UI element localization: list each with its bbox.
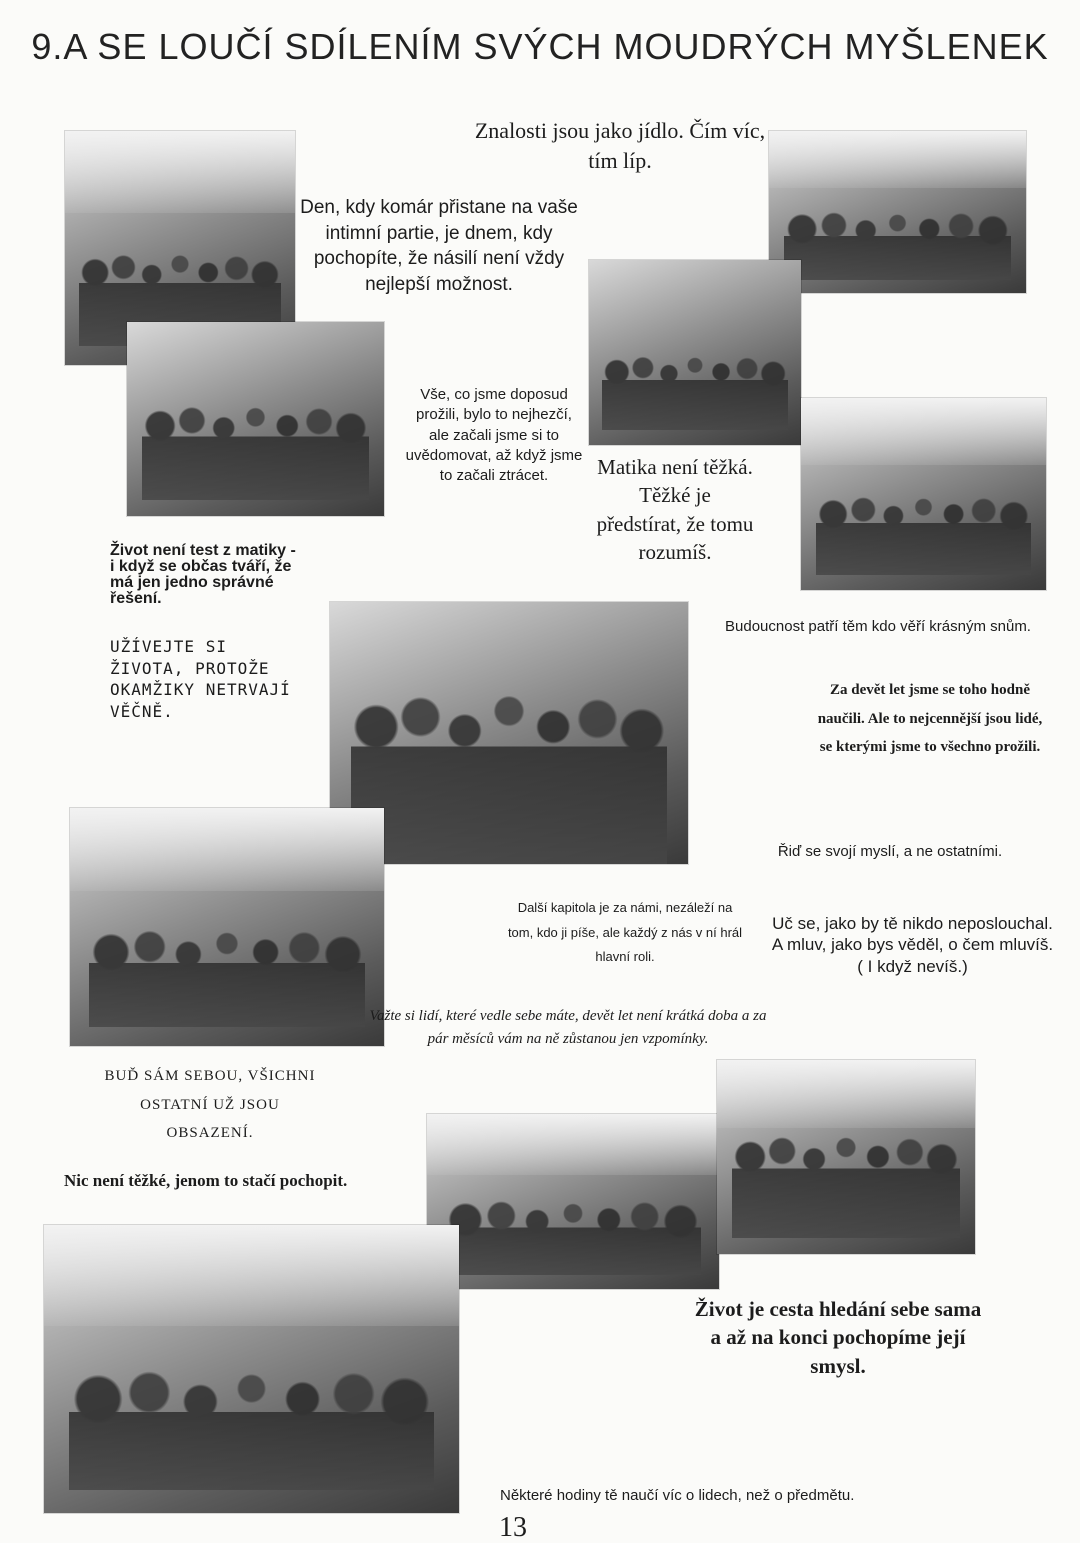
quote-lessons: Některé hodiny tě naučí víc o lidech, než o předmětu.	[500, 1487, 855, 1504]
quote-nothing-hard: Nic není těžké, jenom to stačí pochopit.	[64, 1171, 348, 1190]
photo-hill-group	[427, 1114, 719, 1289]
quote-own-mind: Řiď se svojí myslí, a ne ostatními.	[777, 843, 1003, 860]
quote-life-test: Život není test z matiky - i když se občas tváří, že má jen jedno správné řešení.	[110, 542, 296, 607]
quote-life-journey: Život je cesta hledání sebe sama a až na konci pochopíme její smysl.	[694, 1297, 982, 1378]
photo-museum-group	[769, 131, 1026, 293]
quote-be-yourself: BUĎ SÁM SEBOU, VŠICHNI OSTATNÍ UŽ JSOU OBSAZENÍ.	[104, 1068, 316, 1141]
quote-knowledge: Znalosti jsou jako jídlo. Čím víc, tím líp.	[474, 118, 766, 173]
page-title: 9.A SE LOUČÍ SDÍLENÍM SVÝCH MOUDRÝCH MYŠLENEK	[31, 26, 1049, 67]
quote-math: Matika není těžká. Těžké je předstírat, že tomu rozumíš.	[596, 455, 754, 565]
photo-classroom-sitting	[127, 322, 384, 516]
photo-forest-group	[44, 1225, 459, 1513]
photo-meadow-group	[70, 808, 384, 1046]
quote-future: Budoucnost patří těm kdo věří krásným snům.	[725, 618, 1031, 635]
quote-mosquito: Den, kdy komár přistane na vaše intimní partie, je dnem, kdy pochopíte, že násilí není vždy nejlepší možnost.	[300, 197, 578, 295]
photo-street-group	[801, 398, 1046, 590]
quote-best-times: Vše, co jsme doposud prožili, bylo to nejhezčí, ale začali jsme si to uvědomovat, až když jsme to začali ztrácet.	[405, 386, 583, 484]
quote-value-people: Važte si lidí, které vedle sebe máte, devět let není krátká doba a za pár měsíců vám na ně zůstanou jen vzpomínky.	[369, 1008, 767, 1047]
quote-next-chapter: Další kapitola je za námi, nezáleží na tom, kdo ji píše, ale každý z nás v ní hrál hlavní roli.	[507, 900, 743, 965]
quote-learn-speak: Uč se, jako by tě nikdo neposlouchal. A mluv, jako bys věděl, o čem mluvíš. ( I když nevíš.)	[771, 914, 1054, 976]
quote-nine-years: Za devět let jsme se toho hodně naučili. Ale to nejcennější jsou lidé, se kterými jsme to všechno prožili.	[817, 682, 1043, 755]
photo-gym-group	[589, 260, 801, 445]
page-number: 13	[499, 1512, 527, 1543]
photo-selfie-city	[717, 1060, 975, 1254]
quote-enjoy-life: UŽÍVEJTE SI ŽIVOTA, PROTOŽE OKAMŽIKY NETRVAJÍ VĚČNĚ.	[110, 637, 291, 721]
